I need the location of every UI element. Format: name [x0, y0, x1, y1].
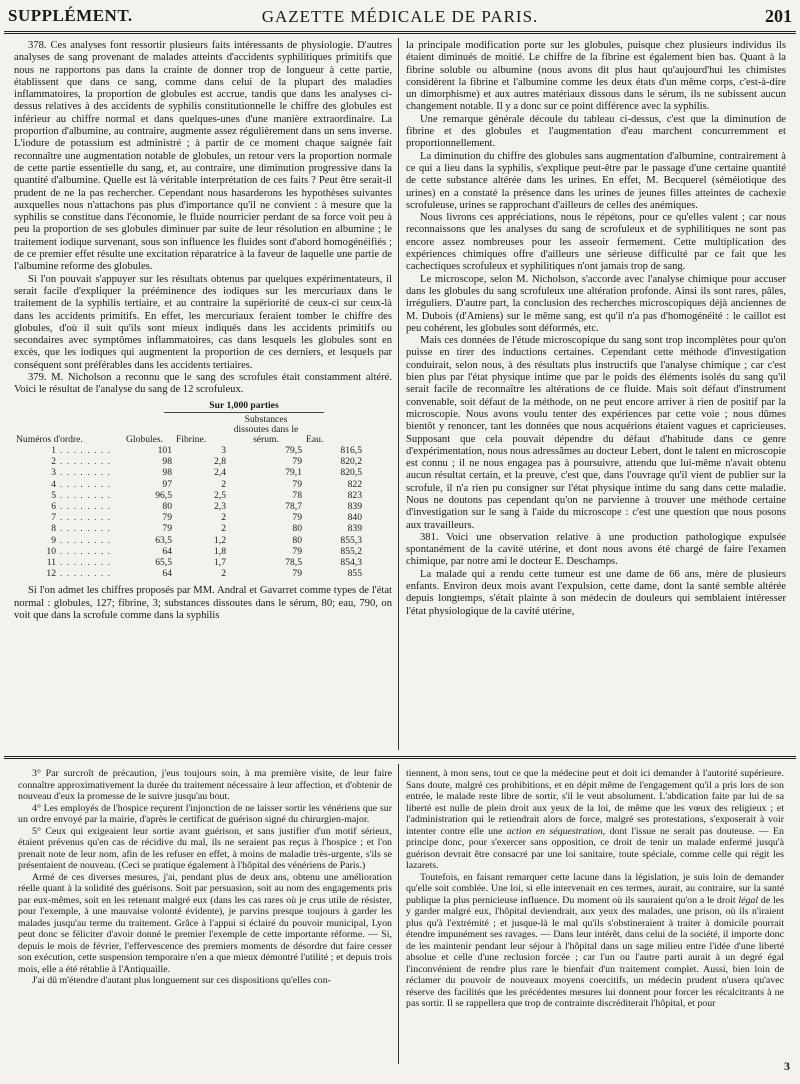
substances-value: 79 — [292, 512, 302, 524]
paragraph-378: 378. Ces analyses font ressortir plusieurs faits intéressants de physiologie. D'autres analyses de sang provenant de malades atteints d'accidents syphilitiques primitifs que nous ne rapportons pas dans la crainte de donner trop de longueur à cette partie, établissent que dans ce sang, comme dans celui de la plupart des maladies inflammatoires, la proportion de globules est accrue, tandis que dans les analyses ci-dessus relatives à des accidents de syphilis constitutionnelle le chiffre des globules est inférieur au chiffre normal et dans quelques-unes d'une manière extraordinaire. La proportion d'albumine, au contraire, augmente assez régulièrement dans un sens inverse. L'iodure de potassium est administré ; à partir de ce moment chaque saignée fait reconnaître une augmentation notable de globules, un retour vers la proportion normale de cette partie essentielle du sang, et, au contraire, une diminution progressive dans la quantité d'albumine. Quelle est là véritable interprétation de ces faits ? Peut être serait-il prudent de ne la pas rechercher. Cependant nous hasarderons les hypothèses suivantes auxquelles nous n'attachons pas plus d'importance qu'il ne convient : à mesure que la syphilis se constitue dans l'économie, le fluide nourricier perdant de sa force voit peu à peu la proportion de ses globules diminuer par suite de leur résolution en albumine ; le traitement iodique survenant, sous son influence les fluides sont d'abord homogénéifiés ; de ce premier effet résulte une excitation réparatrice à la faveur de laquelle une partie de l'albumine reforme des globules. — [14, 40, 392, 273]
table-row — [14, 479, 364, 490]
eau-value: 840 — [347, 512, 362, 524]
table-row — [14, 490, 364, 501]
globules-value: 79 — [162, 523, 172, 535]
paragraph-normal-values: Si l'on admet les chiffres proposés par MM. Andral et Gavarret comme types de l'état normal : globules, 127; fibrine, 3; substances dissoutes dans le sérum, 80; eau, 790, on voit que dans la scrofule comme dans la syphilis — [14, 585, 392, 621]
globules-value: 63,5 — [155, 534, 172, 546]
row-dots: . . . . . . . . — [60, 523, 111, 535]
fibrine-value: 2,4 — [214, 467, 226, 479]
row-dots: . . . . . . . . — [60, 545, 111, 557]
text-run: , dont l'issue ne serait pas douteuse. — En principe donc, pour s'exercer sans opposition, ce droit de tenir un malade enfermé jusqu'à guérison devrait être consacré par une loi sanitaire, toute spéciale, comme celle qui régit les lazarets. — [406, 825, 784, 871]
paragraph-dispositions: J'ai dû m'étendre d'autant plus longuement sur ces dispositions qu'elles con- — [32, 975, 331, 986]
paragraph-mesures: Armé de ces diverses mesures, j'ai, pendant plus de deux ans, obtenu une amélioration réelle quant à la solidité des guérisons. Soit par persuasion, soit au nom des engagements pris par eux-mêmes, soit en les retenant malgré eux (dans les cas rares où je crus utile de résister, pour l'exemple, à une mauvaise volonté évidente), je parvins presque toujours à garder les malades jusqu'au terme du traitement. Grâce à l'appui si éclairé du pouvoir municipal, Lyon peut donc se féliciter d'avoir donné le premier l'exemple de cette importante réforme. — Si, depuis le mois de février, l'effervescence des premiers moments de désordre dut faire cesser son exécution, cette suspension temporaire n'en a que mieux démontré l'utilité ; et depuis trois mois, elle a été rétablie à l'Antiquaille. — [18, 871, 392, 975]
fibrine-value: 1,2 — [214, 534, 226, 546]
row-dots: . . . . . . . . — [60, 568, 111, 580]
bottom-left-column — [18, 768, 392, 987]
globules-value: 96,5 — [155, 489, 172, 501]
table-row — [14, 557, 364, 568]
table-row — [14, 568, 364, 579]
text-run: Toutefois, en faisant remarquer cette lacune dans la législation, je suis loin de demander qu'elle soit comblée. Une loi, si elle intervenait en ces termes, aurait, au contraire, sur la santé publique la plus pernicieuse influence. Du moment où ils sauraient qu'on a le droit — [406, 871, 784, 906]
eau-value: 855,3 — [340, 534, 362, 546]
fibrine-value: 1,7 — [214, 556, 226, 568]
row-dots: . . . . . . . . — [60, 556, 111, 568]
bottom-right-column — [406, 768, 784, 1010]
italic-term: légal — [738, 894, 759, 906]
fibrine-value: 2 — [221, 478, 226, 490]
row-number: 10 — [46, 545, 56, 557]
substances-value: 78,7 — [285, 500, 302, 512]
table-row — [14, 512, 364, 523]
item-4: 4° Les employés de l'hospice reçurent l'injonction de ne laisser sortir les vénériens que sur un ordre envoyé par la mairie, d'après le certificat de guérison signé du chirurgien-major. — [18, 802, 392, 825]
item-3: 3° Par surcroît de précaution, j'eus toujours soin, à ma première visite, de leur faire connaître approximativement la durée du traitement nécessaire à leur affection, et d'obtenir de nouveau d'eux la promesse de le suivre jusqu'au bout. — [18, 768, 392, 802]
row-dots: . . . . . . . . — [60, 444, 111, 456]
globules-value: 64 — [162, 568, 172, 580]
column-divider-top — [398, 38, 399, 750]
eau-value: 839 — [347, 500, 362, 512]
eau-value: 855,2 — [340, 545, 362, 557]
paragraph-379: 379. M. Nicholson a reconnu que le sang des scrofules était constamment altéré. Voici le résultat de l'analyse du sang de 12 scrofuleux. — [14, 372, 392, 396]
paragraph-iodiques: Si l'on pouvait s'appuyer sur les résultats obtenus par quelques expérimentateurs, il serait facile d'expliquer la prééminence des iodiques sur les mercuriaux dans le traitement de la syphilis tertiaire, et au contraire la supériorité de ceux-ci sur ceux-là dans les accidents primitifs. En effet, les mercuriaux feraient tomber le chiffre des globules, d'où il suit qu'ils sont mieux indiqués dans les accidents primitifs ou secondaires avec symptômes inflammatoires, cas dans lesquels les globules sont en excès, que les iodiques qui augmentent la proportion de ces derniers, et lesquels par conséquent sont préférables dans les accidents tertiaires. — [14, 273, 392, 371]
sheet-number: 3 — [784, 1059, 790, 1073]
header-numeros: Numéros d'ordre. — [16, 433, 83, 445]
page-header — [8, 6, 792, 28]
header-substances: Substances dissoutes dans le sérum. — [233, 413, 299, 445]
globules-value: 79 — [162, 512, 172, 524]
paragraph-remarque: Une remarque générale découle du tableau ci-dessus, c'est que la diminution de fibrine et des globules et l'augmentation d'eau marchent concurremment et proportionnellement. — [406, 113, 786, 150]
row-number: 11 — [46, 556, 56, 568]
italic-term: action en séquestration — [506, 825, 603, 837]
section-label: SUPPLÉMENT. — [8, 6, 133, 25]
row-dots: . . . . . . . . — [60, 512, 111, 524]
eau-value: 820,2 — [340, 456, 362, 468]
paragraph-microscopie: Mais ces données de l'étude microscopique du sang sont trop incomplètes pour qu'on puisse en tirer des inductions certaines. Cependant cette méthode d'investigation conduirait, selon nous, à des résultats plus instructifs que l'analyse chimique ; car c'est bien plus par l'état physique intime que par le poids des éléments isolés du sang qu'il serait facile de reconnaître les altérations de ce fluide. Mais soit défaut d'instrument convenable, soit défaut de la méthode, on ne peut encore arriver à rien de positif par la microscopie. Nous avons voulu tenter des expériences par cette voie ; nous dûmes bientôt y renoncer, tant les données que nous acquérions étaient vagues et capricieuses. Supposant que cela pouvait dépendre du défaut d'habitude dans ce genre d'expérimentation, nous nous adressâmes au docteur Lebert, dont le talent en microscopie est connu ; il ne nous engagea pas à poursuivre, attendu que lui-même n'avait obtenu aucun résultat certain, et la preuve, c'est que, dans l'ouvrage qu'il vient de publier sur la scrofule, il n'a rien pu consigner sur l'état physique intime du sang dans cette maladie. Nous ne doutons pas cependant qu'on ne parvienne à trouver une méthode certaine d'investigation sur le sang à l'aide du microscope : c'est une question que nous posons aux travailleurs. — [406, 335, 786, 531]
globules-value: 65,5 — [155, 556, 172, 568]
paragraph-legislation — [406, 872, 784, 1010]
section-rule — [4, 756, 796, 759]
fibrine-value: 3 — [221, 444, 226, 456]
table-caption: Sur 1,000 parties — [164, 400, 324, 413]
text-run: de les y garder malgré eux, l'hôpital deviendrait, aux yeux des malades, une prison, où ils n'iraient plus qu'à l'extrémité ; et jusque-là le mal qu'ils s'obstineraient à traiter à domicile pourrait étendre impunément ses ravages. — Dans leur intérêt, dans celui de la société, il importe donc de les maintenir pendant leur séjour à l'hôpital dans un sage milieu entre l'idée d'une liberté absolue et celle d'une reclusion forcée ; car l'un ou l'autre parti aurait à un degré égal l'inconvénient de rendre plus rare le bienfait d'un traitement complet. Aussi, bien loin de réclamer du pouvoir de nouveaux moyens coercitifs, un médecin prudent n'usera qu'avec réserve des facilités que les précédentes mesures lui donnent pour forcer les récalcitrants à ne pas sortir. Il se rappellera que trop de contrainte discréditerait l'hôpital, et pour — [406, 894, 784, 1009]
row-dots: . . . . . . . . — [60, 478, 111, 490]
text-run: tiennent, à mon sens, tout ce que la médecine peut et doit ici demander à l'autorité supérieure. Sans doute, malgré ces prohibitions, et en dépit même de l'engagement qu'il a pris lors de son entrée, le malade reste libre de sortir, s'il le veut absolument. L'abdication faite par lui de sa liberté est nulle de plein droit aux yeux de la loi, de même que les vœux des religieux ; et l'administration qui le retiendrait alors de force, malgré ses protestations, s'exposerait à voir intenter contre elle une — [406, 768, 784, 837]
paragraph-malade: La malade qui a rendu cette tumeur est une dame de 66 ans, mère de plusieurs enfants. Environ deux mois avant l'expulsion, cette dame, dont la santé semble altérée depuis longtemps, s'était plainte à son médecin de douleurs qui semblaient intéresser l'état physiologique de la cavité utérine, — [406, 568, 786, 617]
row-number: 9 — [51, 534, 56, 546]
globules-value: 97 — [162, 478, 172, 490]
substances-value: 80 — [292, 523, 302, 535]
page-number: 201 — [765, 6, 792, 26]
row-dots: . . . . . . . . — [60, 467, 111, 479]
substances-value: 79,1 — [285, 467, 302, 479]
row-number: 8 — [51, 523, 56, 535]
globules-value: 80 — [162, 500, 172, 512]
paragraph-appreciations: Nous livrons ces appréciations, nous le répétons, pour ce qu'elles valent ; car nous reconnaissons que les analyses du sang de scrofuleux et de syphilitiques ne sont pas encore assez nombreuses pour les asseoir fermement. Cette multiplication des expériences chimiques offre d'ailleurs une sérieuse difficulté par ce fait que les cachectiques scrofuleux et syphilitiques n'ont jamais trop de sang. — [406, 212, 786, 273]
row-number: 7 — [51, 512, 56, 524]
row-dots: . . . . . . . . — [60, 500, 111, 512]
row-number: 6 — [51, 500, 56, 512]
row-dots: . . . . . . . . — [60, 456, 111, 468]
fibrine-value: 2 — [221, 512, 226, 524]
globules-value: 64 — [162, 545, 172, 557]
row-number: 5 — [51, 489, 56, 501]
substances-value: 78,5 — [285, 556, 302, 568]
eau-value: 839 — [347, 523, 362, 535]
header-rule — [4, 31, 796, 34]
fibrine-value: 1,8 — [214, 545, 226, 557]
substances-value: 79 — [292, 456, 302, 468]
fibrine-value: 2 — [221, 568, 226, 580]
paragraph-continuation: la principale modification porte sur les globules, puisque chez plusieurs individus ils étaient diminués de moitié. Le chiffre de la fibrine est également bien bas. Quant à la fibrine soluble ou albumine (nous avons dit plus haut qu'aujourd'hui les chimistes considèrent la fibrine et l'albumine comme les deux états d'un même corps, c'est-à-dire un dimorphisme) et aux autres matériaux dissous dans le sérum, ils ne subissent aucun changement notable. Il y a donc sur ce point différence avec la syphilis. — [406, 40, 786, 113]
item-5: 5° Ceux qui exigeaient leur sortie avant guérison, et sans justifier d'un motif sérieux, étaient prévenus qu'en cas de récidive du mal, ils ne seraient pas reçus à l'hospice ; et l'on prenait note de leur nom, afin de les refuser en effet, à moins de maladie très-urgente, s'ils se présentaient de nouveau. (Ceci se pratique également à l'hôpital des vénériens de Paris.) — [18, 825, 392, 871]
row-dots: . . . . . . . . — [60, 534, 111, 546]
journal-title: GAZETTE MÉDICALE DE PARIS. — [261, 7, 539, 26]
globules-value: 98 — [162, 456, 172, 468]
table-row — [14, 445, 364, 456]
row-number: 4 — [51, 478, 56, 490]
blood-analysis-table — [14, 400, 392, 580]
globules-value: 101 — [157, 444, 172, 456]
paragraph-diminution: La diminution du chiffre des globules sans augmentation d'albumine, contrairement à ce qui a lieu dans la syphilis, s'explique peut-être par le passage d'une certaine quantité de cette substance altérée dans les urines. En effet, M. Becquerel (séméiotique des urines) en a constaté la présence dans les urines de jeunes filles atteintes de cachexie scrofuleuse, urines se rapprochant d'ailleurs de celles des anémiques. — [406, 150, 786, 211]
fibrine-value: 2,3 — [214, 500, 226, 512]
table-row — [14, 535, 364, 546]
fibrine-value: 2,8 — [214, 456, 226, 468]
fibrine-value: 2 — [221, 523, 226, 535]
row-number: 2 — [51, 456, 56, 468]
table-row — [14, 546, 364, 557]
top-right-column — [406, 40, 786, 618]
substances-value: 80 — [292, 534, 302, 546]
row-number: 1 — [51, 444, 56, 456]
substances-value: 79 — [292, 478, 302, 490]
paragraph-microscope: Le microscope, selon M. Nicholson, s'accorde avec l'analyse chimique pour accuser dans les globules du sang scrofuleux une altération profonde. Ainsi ils sont rares, pâles, irréguliers. D'autre part, la conclusion des recherches microscopiques déjà anciennes de M. Dubois (d'Amiens) sur le même sang, est qu'il n'a pas d'homogénéité : le caillot est peu cohérent, les globules sont déformés, etc. — [406, 273, 786, 334]
eau-value: 854,3 — [340, 556, 362, 568]
paragraph-381: 381. Voici une observation relative à une production pathologique expulsée spontanément de la cavité utérine, et dont nous avons été chargé de faire l'examen chimique, par notre ami le docteur E. Deschamps. — [406, 531, 786, 568]
eau-value: 816,5 — [340, 444, 362, 456]
table-row — [14, 467, 364, 478]
header-fibrine: Fibrine. — [176, 433, 207, 445]
paragraph-autorite — [406, 768, 784, 872]
column-divider-bottom — [398, 764, 399, 1064]
substances-value: 79 — [292, 568, 302, 580]
row-number: 12 — [46, 568, 56, 580]
substances-value: 78 — [292, 489, 302, 501]
substances-value: 79 — [292, 545, 302, 557]
eau-value: 822 — [347, 478, 362, 490]
table-row — [14, 501, 364, 512]
top-left-column — [14, 40, 392, 622]
table-row — [14, 523, 364, 534]
header-eau: Eau. — [306, 433, 324, 445]
fibrine-value: 2,5 — [214, 489, 226, 501]
header-globules: Globules. — [126, 433, 164, 445]
globules-value: 98 — [162, 467, 172, 479]
eau-value: 820,5 — [340, 467, 362, 479]
row-dots: . . . . . . . . — [60, 489, 111, 501]
eau-value: 855 — [347, 568, 362, 580]
substances-value: 79,5 — [285, 444, 302, 456]
table-row — [14, 456, 364, 467]
row-number: 3 — [51, 467, 56, 479]
eau-value: 823 — [347, 489, 362, 501]
